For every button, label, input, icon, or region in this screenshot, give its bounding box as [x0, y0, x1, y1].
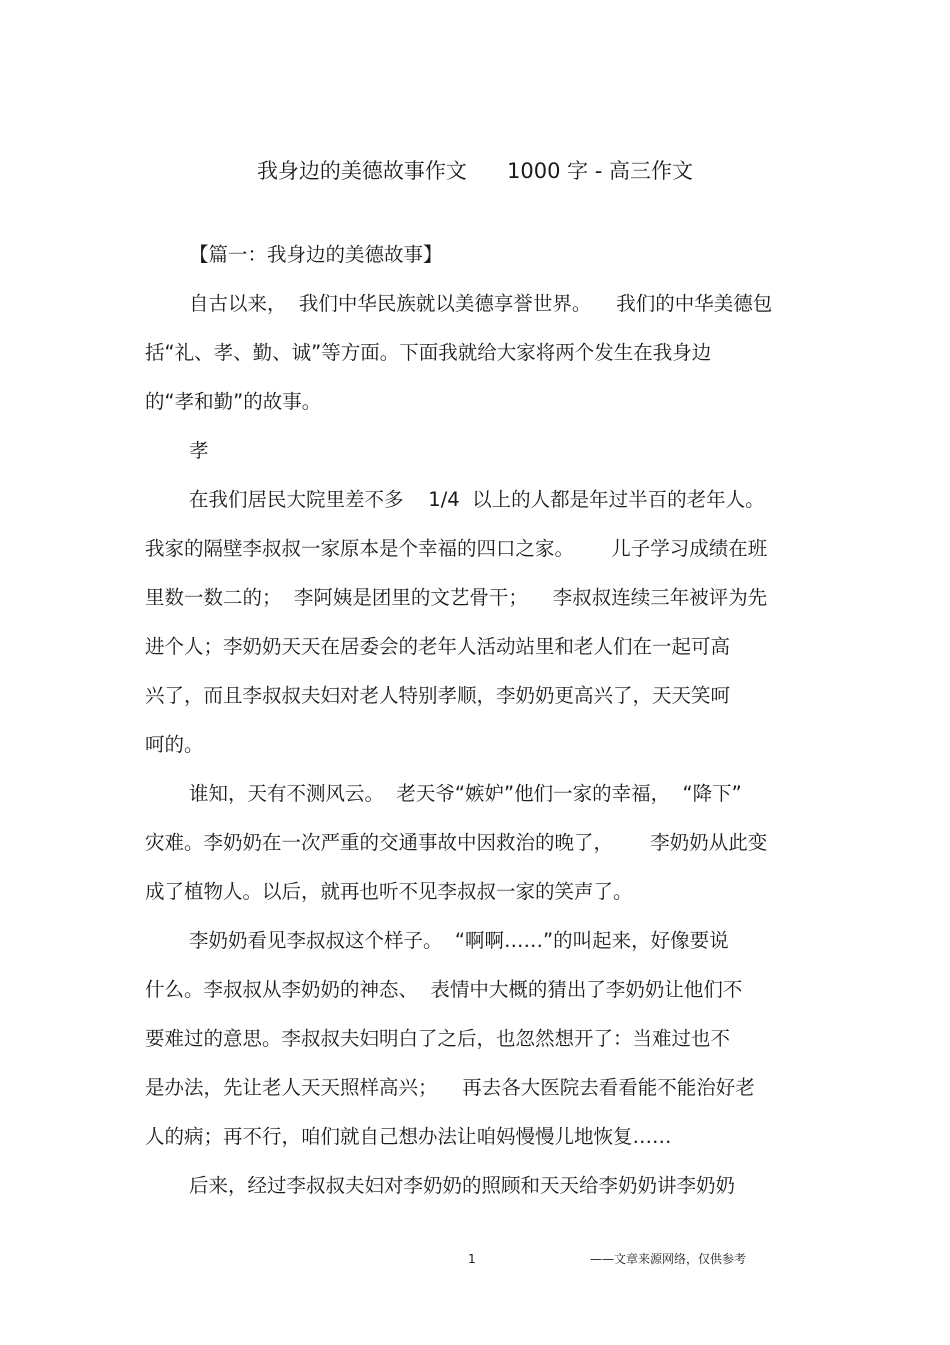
line-10: 兴了，而且李叔叔夫妇对老人特别孝顺，李奶奶更高兴了，天天笑呵 — [145, 684, 731, 707]
line-5: 孝 — [189, 439, 209, 462]
line-18: 是办法，先让老人天天照样高兴； 再去各大医院去看看能不能治好老 — [145, 1076, 755, 1099]
line-6: 在我们居民大院里差不多 1/4 以上的人都是年过半百的老年人。 — [189, 488, 765, 511]
line-15: 李奶奶看见李叔叔这个样子。 “啊啊……”的叫起来，好像要说 — [189, 929, 729, 952]
line-3: 括“礼、孝、勤、诚”等方面。下面我就给大家将两个发生在我身边 — [145, 341, 712, 364]
page-number: 1 — [468, 1252, 476, 1266]
line-20: 后来，经过李叔叔夫妇对李奶奶的照顾和天天给李奶奶讲李奶奶 — [189, 1174, 736, 1197]
line-11: 呵的。 — [145, 733, 204, 756]
line-14: 成了植物人。以后，就再也听不见李叔叔一家的笑声了。 — [145, 880, 633, 903]
document-body — [145, 230, 805, 1210]
document-title: 我身边的美德故事作文 1000 字 - 高三作文 — [256, 159, 694, 183]
line-4: 的“孝和勤”的故事。 — [145, 390, 322, 413]
source-note: ——文章来源网络，仅供参考 — [590, 1252, 747, 1266]
line-7: 我家的隔壁李叔叔一家原本是个幸福的四口之家。 儿子学习成绩在班 — [145, 537, 768, 560]
line-19: 人的病；再不行，咱们就自己想办法让咱妈慢慢儿地恢复…… — [145, 1125, 672, 1148]
line-12: 谁知，天有不测风云。 老天爷“嫉妒”他们一家的幸福， “降下” — [189, 782, 742, 805]
line-8: 里数一数二的； 李阿姨是团里的文艺骨干； 李叔叔连续三年被评为先 — [145, 586, 768, 609]
line-16: 什么。李叔叔从李奶奶的神态、 表情中大概的猜出了李奶奶让他们不 — [145, 978, 743, 1001]
line-2: 自古以来， 我们中华民族就以美德享誉世界。 我们的中华美德包 — [189, 292, 773, 315]
line-1: 【篇一：我身边的美德故事】 — [189, 243, 443, 266]
line-9: 进个人；李奶奶天天在居委会的老年人活动站里和老人们在一起可高 — [145, 635, 731, 658]
line-13: 灾难。李奶奶在一次严重的交通事故中因救治的晚了， 李奶奶从此变 — [145, 831, 768, 854]
line-17: 要难过的意思。李叔叔夫妇明白了之后，也忽然想开了：当难过也不 — [145, 1027, 731, 1050]
